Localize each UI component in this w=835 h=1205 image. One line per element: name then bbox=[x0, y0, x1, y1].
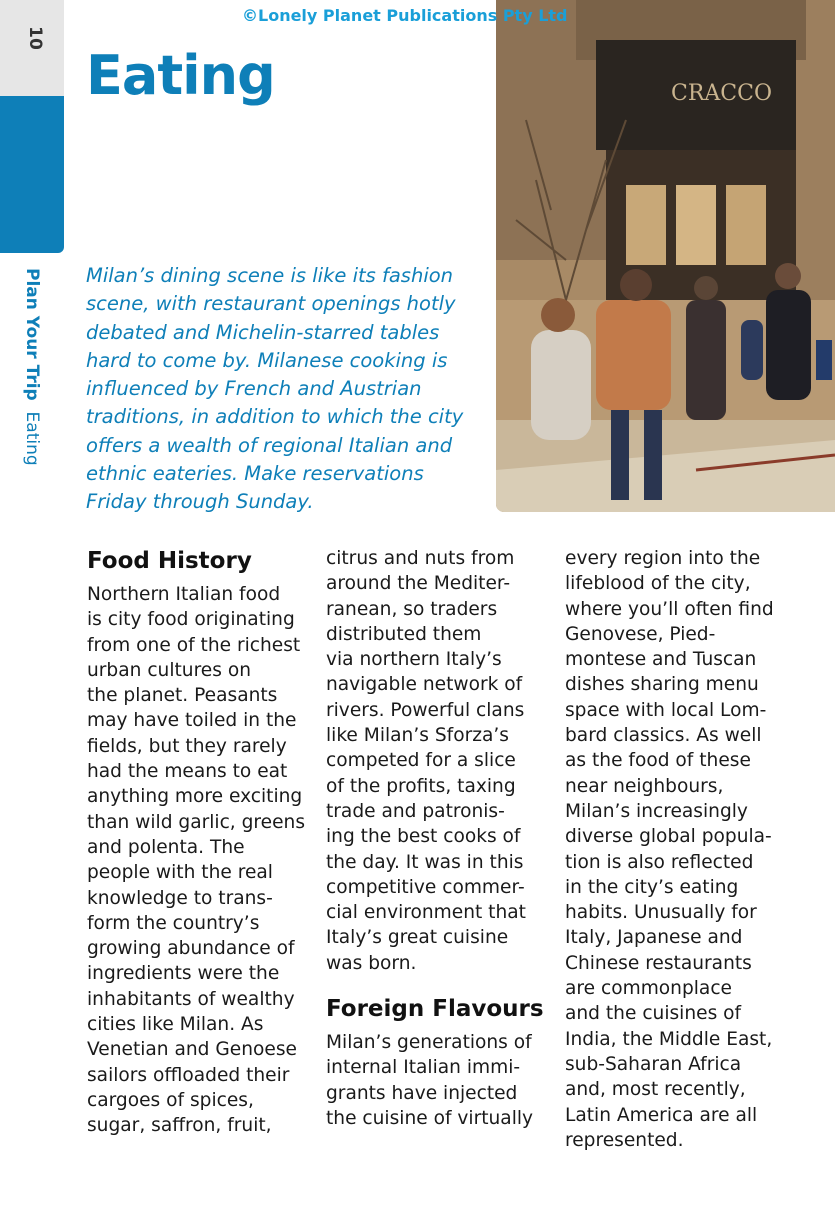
column-3 bbox=[565, 546, 790, 1153]
intro-paragraph: Milan’s dining scene is like its fashion scene, with restaurant openings hotly debated and Michelin-starred tables hard to come by. Milanese cooking is influenced by French and Austrian traditions, in addition to which the city offers a wealth of regional Italian and ethnic eateries. Make reservations Friday through Sunday. bbox=[86, 264, 464, 514]
foreign-flavours-text-2: every region into the lifeblood of the city, where you’ll often find Genovese, Pied- montese and Tuscan dishes sharing menu space with local Lom- bard classics. As well as the food of these near neighbours, Milan’s increasingly diverse global popula- tion is also reflected in the city’s eating habits. Unusually for Italy, Japanese and Chinese restaurants are commonplace and the cuisines of India, the Middle East, sub-Saharan Africa and, most recently, Latin America are all represented. bbox=[565, 548, 774, 1151]
photo-illustration bbox=[496, 0, 835, 512]
side-section-label bbox=[22, 268, 42, 466]
heading-food-history: Food History bbox=[87, 548, 252, 574]
heading-foreign-flavours: Foreign Flavours bbox=[326, 996, 544, 1023]
page-title: Eating bbox=[86, 44, 275, 107]
food-history-text-2: citrus and nuts from around the Mediter- ranean, so traders distributed them via northern Italy’s navigable network of rivers. Powerful clans like Milan’s Sforza’s competed for a slice of the profits, taxing trade and patronis- ing the best cooks of the day. It was in this competitive commer- cial environment that Italy’s great cuisine was born. bbox=[326, 548, 526, 974]
copyright-notice: ©Lonely Planet Publications Pty Ltd bbox=[242, 6, 568, 25]
column-2 bbox=[326, 546, 551, 1131]
side-chapter-name: Eating bbox=[22, 411, 42, 466]
food-history-text-1: Northern Italian food is city food originating from one of the richest urban cultures on the planet. Peasants may have toiled in the fields, but they rarely had the means to eat anything more exciting than wild garlic, greens and polenta. The people with the real knowledge to trans- form the country’s growing abundance of ingredients were the inhabitants of wealthy cities like Milan. As Venetian and Genoese sailors offloaded their cargoes of spices, sugar, saffron, fruit, bbox=[87, 584, 306, 1137]
foreign-flavours-text-1: Milan’s generations of internal Italian immi- grants have injected the cuisine of virtually bbox=[326, 1032, 534, 1129]
cracco-sign: CRACCO bbox=[671, 81, 772, 106]
side-section-name: Plan Your Trip bbox=[22, 268, 42, 401]
page-number: 10 bbox=[25, 26, 45, 50]
page-number-box bbox=[0, 0, 64, 96]
column-1 bbox=[87, 546, 317, 1139]
restaurant-photo bbox=[496, 0, 835, 512]
chapter-tab bbox=[0, 96, 64, 253]
